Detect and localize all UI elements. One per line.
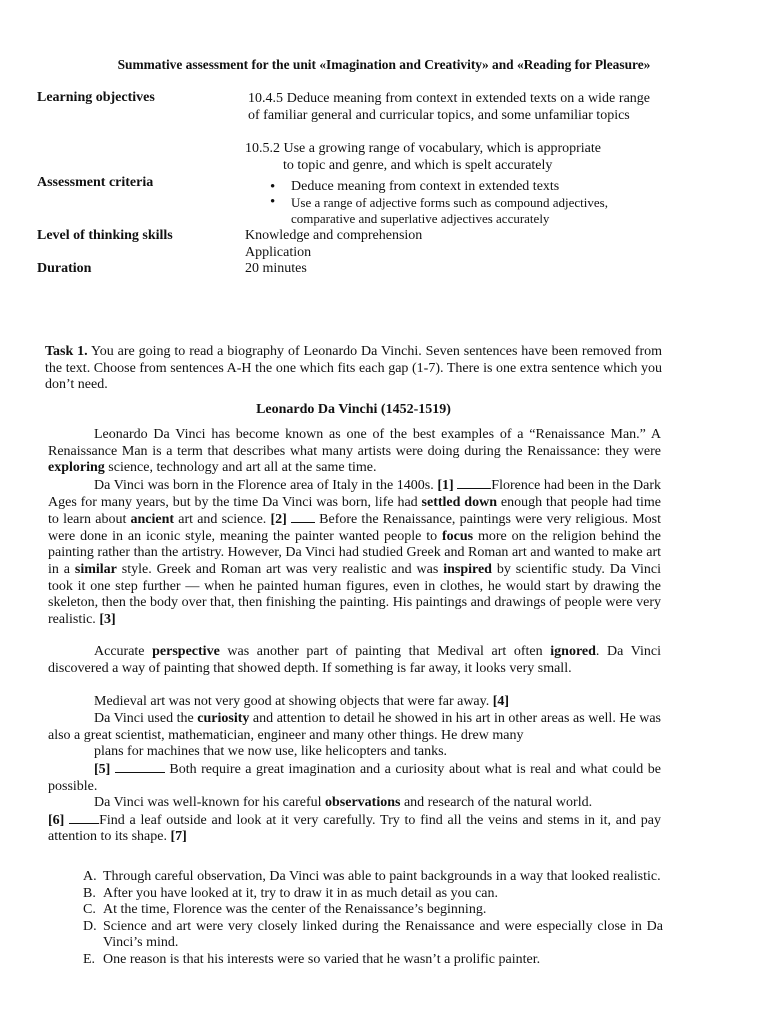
gap-blank: [115, 761, 165, 773]
option-text: After you have looked at it, try to draw it in as much detail as you can.: [103, 885, 499, 901]
vocab-word: perspective: [152, 644, 220, 659]
vocab-word: observations: [325, 795, 401, 810]
vocab-word: exploring: [48, 460, 105, 476]
thinking-skill-2: Application: [245, 245, 312, 260]
paragraph-5: Da Vinci used the curiosity and attention to detail he showed in his art in other areas as well. He was also a great scientist, mathematician, engineer and many other things. He drew many: [48, 711, 662, 743]
page-title: Summative assessment for the unit «Imagination and Creativity» and «Reading for Pleasure»: [117, 57, 651, 72]
option-letter: C.: [83, 902, 96, 918]
answer-options: [83, 869, 663, 969]
vocab-word: ignored: [550, 644, 596, 659]
gap-marker: [4]: [492, 694, 510, 709]
option-item: [83, 952, 663, 969]
objective-2-line-2: to topic and genre, and which is spelt accurately: [283, 157, 553, 173]
gap-marker: [2]: [270, 512, 287, 528]
article-title: Leonardo Da Vinchi (1452-1519): [256, 402, 451, 417]
option-item: [83, 869, 663, 886]
vocab-word: curiosity: [197, 711, 250, 726]
criteria-item: • Deduce meaning from context in extended texts: [270, 179, 655, 195]
option-letter: A.: [83, 869, 97, 884]
gap-marker: [1]: [437, 478, 454, 493]
vocab-word: inspired: [443, 561, 492, 577]
option-letter: E.: [83, 951, 96, 967]
gap-blank: [69, 812, 99, 824]
criteria-list: [270, 179, 655, 226]
option-item: [83, 902, 663, 919]
objective-2: [245, 141, 651, 174]
gap-blank: [291, 511, 315, 523]
thinking-skill-1: Knowledge and comprehension: [245, 228, 423, 243]
task-label: Task 1.: [45, 344, 88, 359]
paragraph-1: Leonardo Da Vinci has become known as one of the best examples of a “Renaissance Man.” A Renaissance Man is a term that describes what many artists were doing during the Renaissance: they were exploring science, technology and art all at the same time.: [48, 427, 661, 476]
vocab-word: similar: [74, 561, 117, 577]
paragraph-6: [5] Both require a great imagination and a curiosity about what is real and what could be possible.: [48, 762, 661, 794]
thinking-skills-label: Level of thinking skills: [37, 228, 173, 243]
objective-2-line-1: 10.5.2 Use a growing range of vocabulary, which is appropriate: [245, 141, 601, 156]
paragraph-3: Accurate perspective was another part of painting that Medival art often ignored. Da Vinci discovered a way of painting that showed depth. If something is far away, it looks very small.: [48, 644, 661, 676]
objective-1: 10.4.5 Deduce meaning from context in extended texts on a wide range of familiar general and curricular topics, and some unfamiliar topics: [248, 91, 650, 123]
task-instructions: [45, 344, 662, 394]
learning-objectives-label: Learning objectives: [37, 90, 155, 105]
option-text: One reason is that his interests were so varied that he wasn’t a prolific painter.: [103, 951, 541, 967]
vocab-word: ancient: [130, 512, 175, 528]
criteria-item: • Use a range of adjective forms such as compound adjectives, comparative and superlative adjectives accurately: [270, 195, 655, 226]
assessment-criteria-label: Assessment criteria: [37, 175, 154, 190]
option-text: Through careful observation, Da Vinci was able to paint backgrounds in a way that looked realistic.: [103, 869, 661, 884]
paragraph-2: Da Vinci was born in the Florence area of Italy in the 1400s. [1] Florence had been in the Dark Ages for many years, but by the time Da Vinci was born, life had settled down enough that people had time to learn about ancient art and science. [2] Before the Renaissance, paintings were very religious. Most were done in an iconic style, meaning the painter wanted people to focus more on the religion behind the painting rather than the artistry. However, Da Vinci had studied Greek and Roman art and wanted to make art in a similar style. Greek and Roman art was very realistic and was inspired by scientific study. Da Vinci took it one step further — when he painted human figures, even in clothes, he would start by drawing the skeleton, then the body over that, then finishing the painting. His paintings and drawings of people were very realistic. [3]: [48, 478, 662, 627]
option-text: Science and art were very closely linked during the Renaissance and were especially close in Da Vinci’s mind.: [103, 918, 663, 951]
gap-blank: [457, 477, 491, 489]
task-text: You are going to read a biography of Leonardo Da Vinchi. Seven sentences have been removed from the text. Choose from sentences A-H the one which fits each gap (1-7). There is one extra sentence which you don’t need.: [45, 344, 662, 393]
option-letter: B.: [83, 885, 96, 901]
gap-marker: [6]: [48, 812, 65, 828]
duration-value: 20 minutes: [245, 261, 307, 276]
paragraph-4: Medieval art was not very good at showing objects that were far away. [4]: [94, 694, 510, 709]
option-text: At the time, Florence was the center of the Renaissance’s beginning.: [103, 902, 487, 918]
vocab-word: focus: [442, 528, 474, 544]
gap-marker: [3]: [99, 611, 116, 627]
option-item: [83, 919, 663, 952]
gap-marker: [5]: [94, 762, 111, 777]
duration-label: Duration: [37, 261, 92, 276]
vocab-word: settled down: [421, 494, 497, 510]
paragraph-7: Da Vinci was well-known for his careful observations and research of the natural world. [6] Find a leaf outside and look at it very carefully. Try to find all the veins and stems in it, and pay attention to its shape. [7]: [48, 795, 661, 845]
paragraph-5-continued: plans for machines that we now use, like helicopters and tanks.: [94, 744, 448, 759]
option-letter: D.: [83, 918, 97, 934]
option-item: [83, 886, 663, 903]
gap-marker: [7]: [170, 829, 187, 845]
